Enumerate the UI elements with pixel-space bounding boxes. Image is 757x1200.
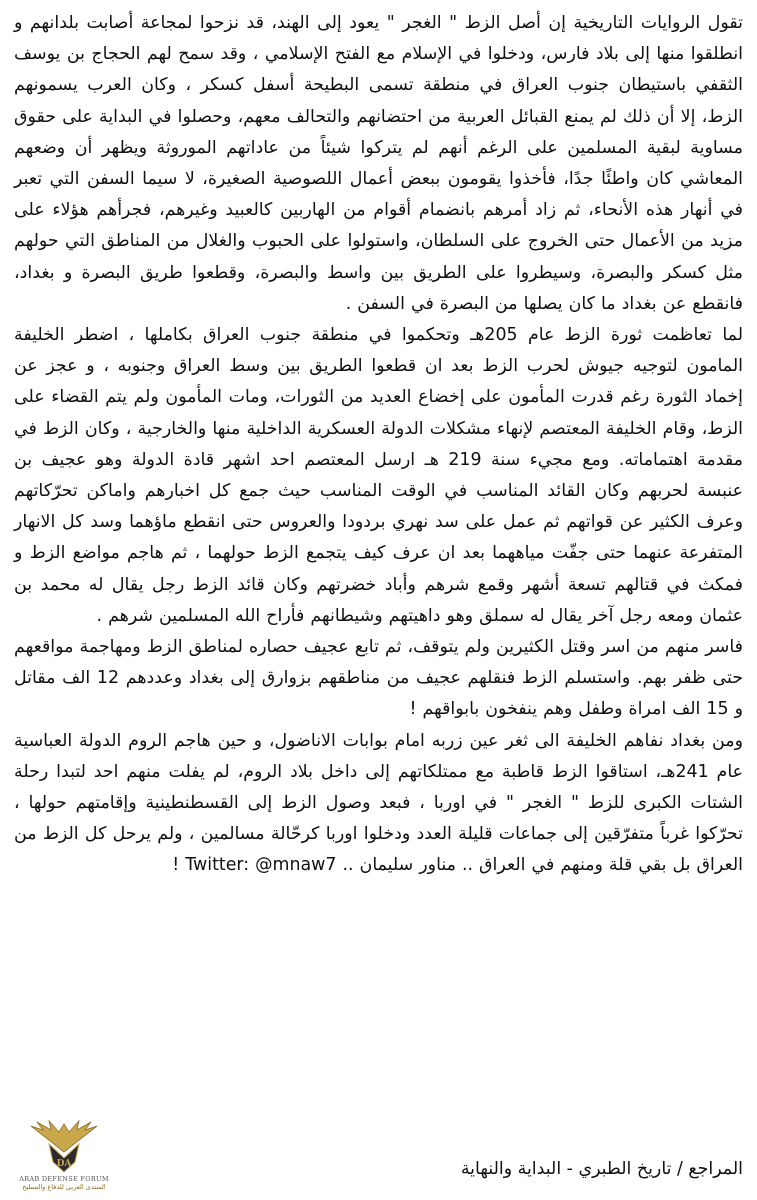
references-line: المراجع / تاريخ الطبري - البداية والنهاية bbox=[460, 1159, 743, 1179]
logo-emblem-text: DA bbox=[56, 1159, 72, 1169]
logo-name: ARAB DEFENSE FORUM bbox=[19, 1175, 109, 1183]
article-body bbox=[14, 8, 743, 882]
paragraph-exile: ومن بغداد نفاهم الخليفة الى ثغر عين زربه امام بوابات الاناضول، و حين هاجم الروم الدولة العباسية عام 241هـ، استاقوا الزط قاطبة مع ممتلكاتهم إلى داخل بلاد الروم، لم يفلت منهم احد لتبدا رحلة الشتات الكبرى للزط " الغجر " في اوربا ، فبعد وصول الزط إلى القسطنطينية وإقامتهم حولها ، تحرّكوا غرباً متفرّقين إلى جماعات قليلة العدد ودخلوا اوربا كرحّالة مسالمين ، ولم يرحل كل الزط من العراق بل بقي قلة ومنهم في العراق .. مناور سليمان .. Twitter: @mnaw7 ! bbox=[14, 730, 743, 876]
forum-logo bbox=[4, 1118, 124, 1200]
paragraph-origins: تقول الروايات التاريخية إن أصل الزط " الغجر " يعود إلى الهند، قد نزحوا لمجاعة أصابت بلدانهم و انطلقوا منها إلى بلاد فارس، ودخلوا في الإسلام مع الفتح الإسلامي ، وقد سمح لهم الحجاج بن يوسف الثقفي باستيطان جنوب العراق في منطقة تسمى البطيحة أسفل كسكر ، وكان العرب يسمونهم الزط، إلا أن ذلك لم يمنع القبائل العربية من احتضانهم والتحالف معهم، وحصلوا في البداية على حقوق مساوية لبقية المسلمين على الرغم أنهم لم يتركوا شيئاً من عاداتهم الموروثة ويظهر أن وضعهم المعاشي كان واطئًا جدًا، فأخذوا يقومون ببعض أعمال اللصوصية الصغيرة، لا سيما السفن التي تعبر في أنهار هذه الأنحاء، ثم زاد أمرهم بانضمام أقوام من الهاربين كالعبيد وغيرهم، فجرأهم هؤلاء على مزيد من الأعمال حتى الخروج على السلطان، واستولوا على الحبوب والغلال من المناطق التي حولهم مثل كسكر والبصرة، وسيطروا على الطريق بين واسط والبصرة، وقطعوا طريق البصرة و بغداد، فانقطع عن بغداد ما كان يصلها من البصرة في السفن . bbox=[14, 13, 743, 314]
paragraph-surrender: فاسر منهم من اسر وقتل الكثيرين ولم يتوقف، ثم تابع عجيف حصاره لمناطق الزط ومهاجمة مواقعهم حتى ظفر بهم. واستسلم الزط فنقلهم عجيف من مناطقهم بزوارق إلى بغداد وعددهم 12 الف مقاتل و 15 الف امراة وطفل وهم ينفخون بابواقهم ! bbox=[14, 637, 743, 720]
paragraph-revolt: لما تعاظمت ثورة الزط عام 205هـ وتحكموا في منطقة جنوب العراق بكاملها ، اضطر الخليفة المامون لتوجيه جيوش لحرب الزط بعد ان قطعوا الطريق بين وسط العراق وجنوبه ، و عجز عن إخماد الثورة رغم قدرت المأمون على إخضاع العديد من الثورات، ومات المأمون ولم يتم القضاء على الزط، وقام الخليفة المعتصم لإنهاء مشكلات الدولة العسكرية الداخلية منها والخارجية ، وكان الزط في مقدمة اهتماماته. ومع مجيء سنة 219 هـ ارسل المعتصم احد اشهر قادة الدولة وهو عجيف بن عنبسة لحربهم وكان القائد المناسب في الوقت المناسب حيث جمع كل اخبارهم واماكن تحرّكاتهم وعرف الكثير عن قواتهم ثم عمل على سد نهري بردودا والعروس حتى انقطع ماؤهما وسد كل الانهار المتفرعة عنهما حتى جفّت مياههما بعد ان عرف كيف يتجمع الزط حولهما ، ثم هاجم مواضع الزط و فمكث في قتالهم تسعة أشهر وقمع شرهم وأباد خضرتهم وكان قائد الزط رجل يقال له محمد بن عثمان ومعه رجل آخر يقال له سملق وهو داهيتهم وشيطانهم فأراح الله المسلمين شرهم . bbox=[14, 325, 743, 626]
logo-subtitle: المنتدى العربي للدفاع والتسليح bbox=[22, 1183, 106, 1191]
eagle-emblem-icon bbox=[29, 1118, 99, 1174]
